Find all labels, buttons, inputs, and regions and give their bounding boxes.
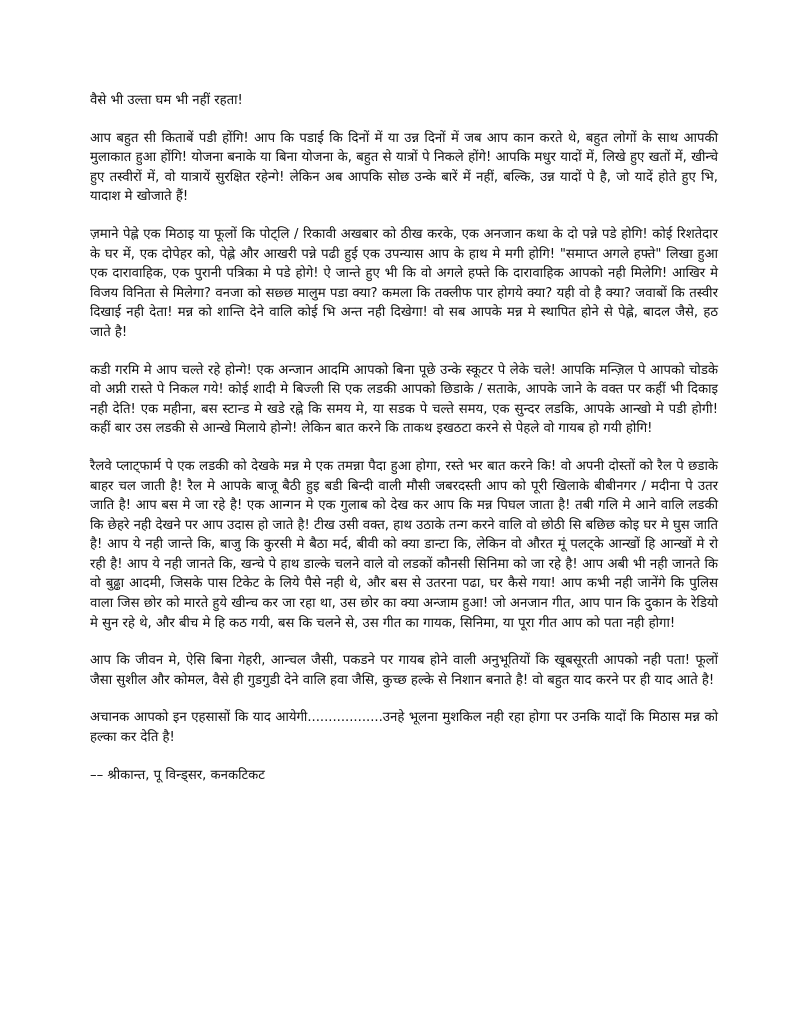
opening-line: वैसे भी उल्ता घम भी नहीं रहता!: [90, 93, 243, 108]
paragraph-feelings: आप कि जीवन मे, ऐसि बिना गेहरी, आन्चल जैसी, पकडने पर गायब होने वाली अनुभूतियों कि खूबसूरती आपको नही पता! फूलों जैसा सुशील और कोमल, वैसे ही गुडगुडी देने वालि हवा जैसि, कुच्छ हल्के से निशान बनाते है! वो बहुत याद करने पर ही याद आते है!: [90, 653, 718, 688]
paragraph-unfinished-stories: ज़माने पेह्ले एक मिठाइ या फूलों कि पोट्लि / रिकावी अखबार को ठीख करके, एक अनजान कथा के दो पन्ने पडे होगि! कोई रिशतेदार के घर में, एक दोपेहर को, पेह्ले और आखरी पन्ने पढी हुई एक उपन्यास आप के हाथ मे मगी होगि! "समाप्त अगले हफ्ते" लिखा हुआ एक दारावाहिक, एक पुरानी पत्रिका मे पडे होगे! ऐ जान्ते हुए भी कि वो अगले हफ्ते कि दारावाहिक आपको नही मिलेगि! आखिर मे विजय विनिता से मिलेगा? वनजा को सछ्छ मालुम पडा क्या? कमला कि तक्लीफ पार होगये क्या? यही वो है क्या? जवाबों कि तस्वीर दिखाई नही देता! मन्न को शान्ति देने वालि कोई भि अन्त नही दिखेगा! वो सब आपके मन्न मे स्थापित होने से पेह्ले, बादल जैसे, हठ जाते है!: [90, 226, 718, 340]
paragraph-books-and-trips: आप बहुत सी किताबें पडी होंगि! आप कि पडाई कि दिनों में या उन्न दिनों में जब आप कान करते थे, बहुत लोगों के साथ आपकी मुलाकात हुआ होंगि! योजना बनाके या बिना योजना के, बहुत से यात्रों पे निकले होंगे! आपकि मधुर यादों में, लिखे हुए खतों में, खीन्चे हुए तस्वीरों में, वो यात्रायें सुरक्षित रहेन्गे! लेकिन अब आपकि सोछ उन्के बारें में नहीं, बल्कि, उन्न यादों पे है, जो यादें होते हुए भि, यादाश मे खोजाते हैं!: [90, 130, 718, 205]
paragraph-strangers: कडी गरमि मे आप चल्ते रहे होन्गे! एक अन्जान आदमि आपको बिना पूछे उन्के स्कूटर पे लेके चले! आपकि मन्ज़िल पे आपको चोडके वो अप्नी रास्ते पे निकल गये! कोई शादी मे बिज्ली सि एक लडकी आपको छिडाके / सताके, आपके जाने के वक्त पर कहीं भी दिकाइ नही देति! एक महीना, बस स्टान्ड मे खडे रह्ने कि समय मे, या सडक पे चल्ते समय, एक सुन्दर लडकि, आपके आन्खो मे पडी होगी! कहीं बार उस लडकी से आन्खे मिलाये होन्गे! लेकिन बात करने कि ताकथ इखठटा करने से पेहले वो गायब हो गयी होगि!: [90, 362, 718, 437]
paragraph-sudden-memories: अचानक आपको इन एहसासों कि याद आयेगी..................उनहे भूलना मुशकिल नही रहा होगा पर उनकि यादों कि मिठास मन्न को हल्का कर देति है!: [90, 710, 718, 746]
signature-line: –– श्रीकान्त, पू विन्ड्सर, कनकटिकट: [90, 767, 265, 783]
letter-document: [90, 91, 718, 785]
paragraph-railway-platform: रैलवे प्लाट्फार्म पे एक लडकी को देखके मन्न मे एक तमन्ना पैदा हुआ होगा, रस्ते भर बात करने कि! वो अपनी दोस्तों को रैल पे छडाके बाहर चल जाती है! रैल मे आपके बाजू बैठी हुइ बडी बिन्दी वाली मौसी जबरदस्ती आप को पूरी खिलाके बीबीनगर / मदीना पे उतर जाति है! आप बस मे जा रहे है! एक आन्गन मे एक गुलाब को देख कर आप कि मन्न पिघल जाता है! तबी गलि मे आने वालि लडकी कि छेहरे नही देखने पर आप उदास हो जाते है! टीख उसी वक्त, हाथ उठाके तन्ग करने वालि वो छोठी सि बछिछ कोइ घर मे घुस जाति है! आप ये नही जान्ते कि, बाजु कि कुरसी मे बैठा मर्द, बीवी को क्या डान्टा कि, लेकिन वो औरत मूं पलट्के आन्खों हि आन्खों मे रो रही है! आप ये नही जानते कि, खन्चे पे हाथ डाल्के चलने वाले वो लडकों कौनसी सिनिमा को जा रहे है! आप अबी भी नही जानते कि वो बुढ्ढा आदमी, जिसके पास टिकेट के लिये पैसे नही थे, और बस से उतरना पढा, घर कैसे गया! आप कभी नही जानेंगे कि पुलिस वाला जिस छोर को मारते हुये खीन्च कर जा रहा था, उस छोर का क्या अन्जाम हुआ! जो अनजान गीत, आप पान कि दुकान के रेडियो मे सुन रहे थे, और बीच मे हि कठ गयी, बस कि चलने से, उस गीत का गायक, सिनिमा, या पूरा गीत आप को पता नही होगा!: [90, 458, 718, 631]
